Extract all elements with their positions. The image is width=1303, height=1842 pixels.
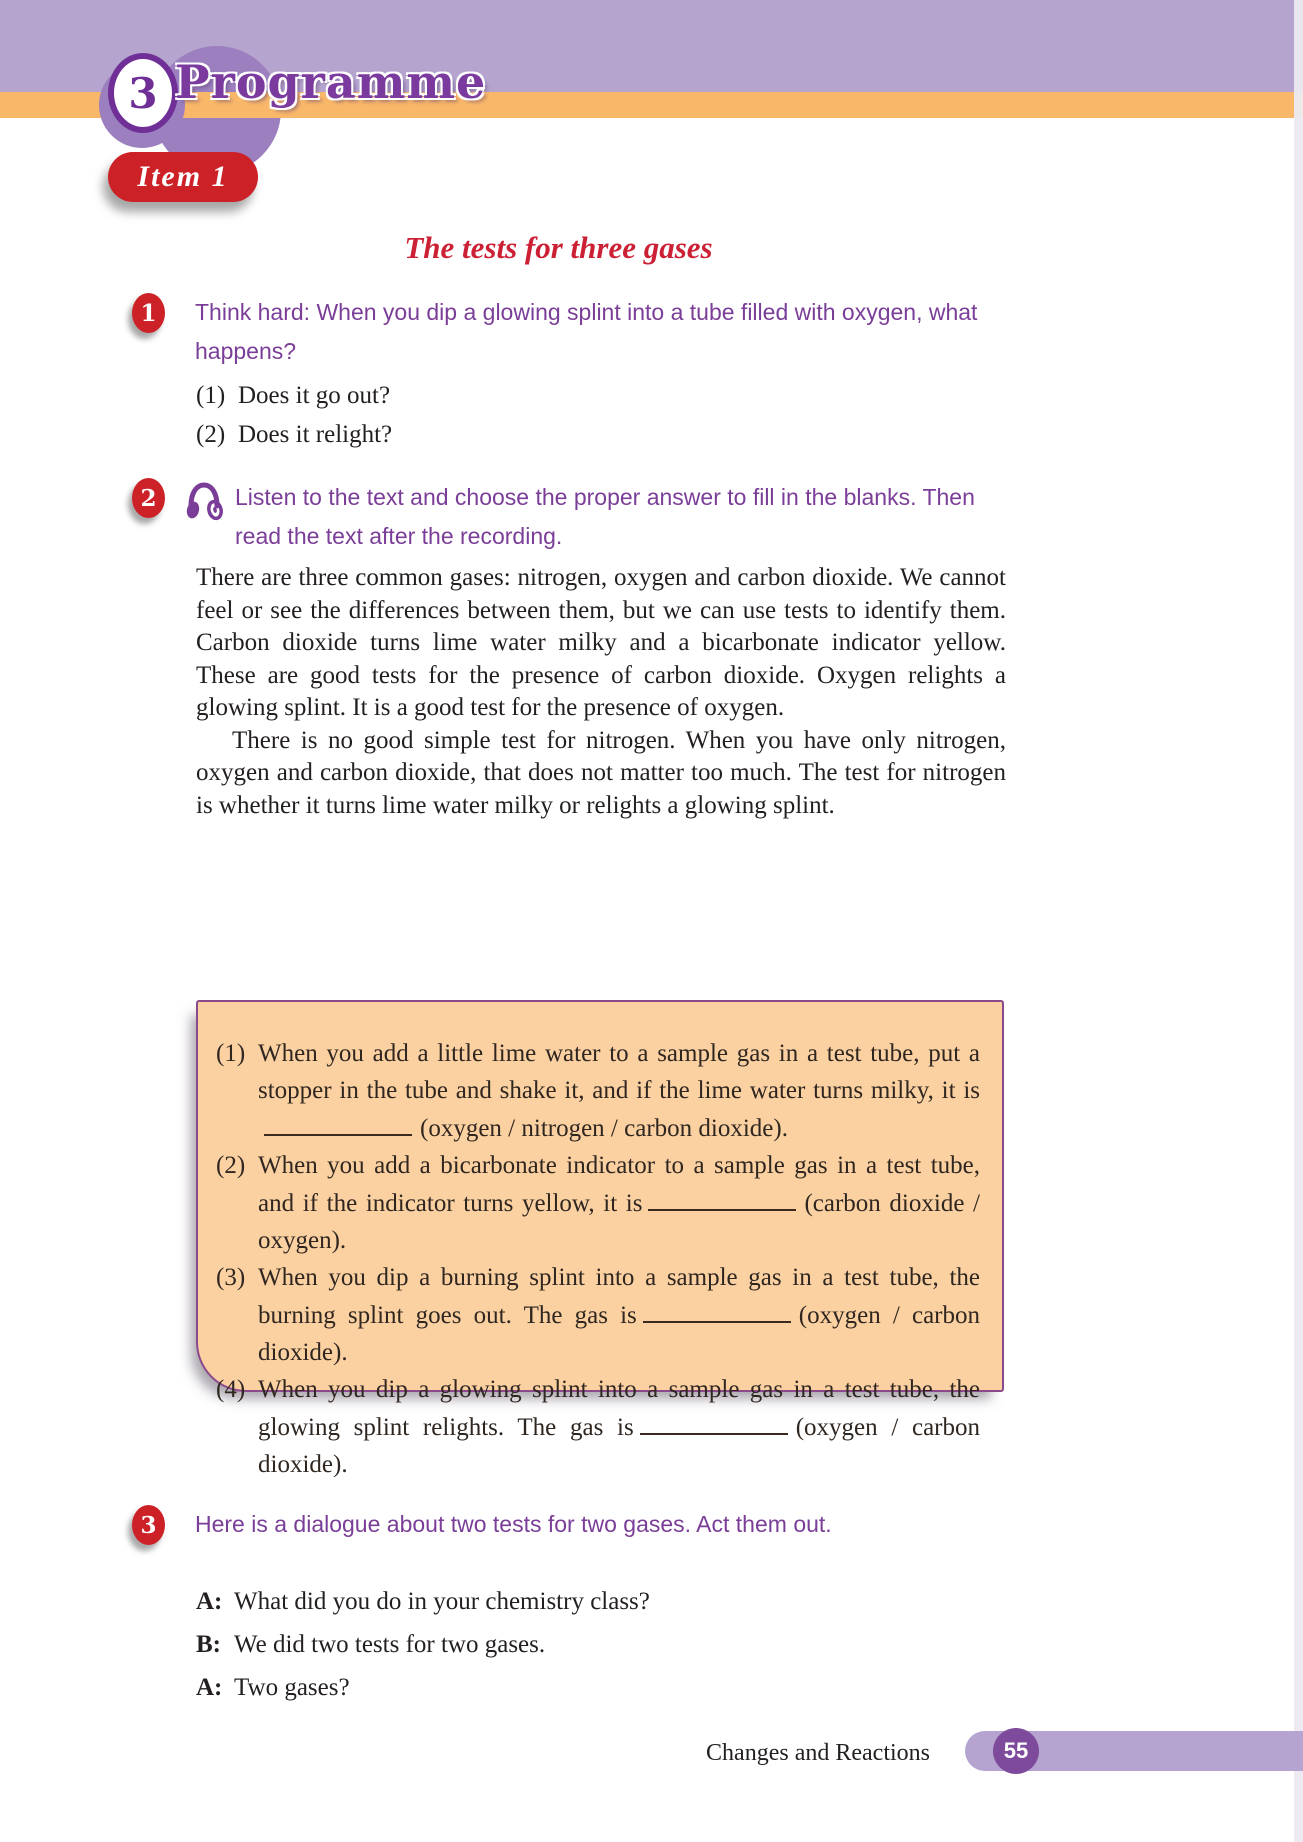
page-title: Programme xyxy=(175,55,487,109)
speaker-label: B: xyxy=(196,1631,221,1658)
section-2-number-badge: 2 xyxy=(132,478,165,518)
dialogue-line-3 xyxy=(196,1666,650,1709)
headphones-icon xyxy=(185,480,223,527)
exercise-text-after: (oxygen / nitrogen / carbon dioxide). xyxy=(420,1115,788,1142)
option-number: (2) xyxy=(196,421,226,448)
section-1-options xyxy=(196,376,392,454)
exercise-text-before: When you dip a glowing splint into a sample gas in a test tube, the glowing splint relights. The gas is xyxy=(258,1376,980,1441)
exercise-text xyxy=(258,1371,980,1483)
answer-blank xyxy=(643,1296,791,1323)
unit-number: 3 xyxy=(128,68,158,118)
passage-paragraph-2: There is no good simple test for nitrogen. When you have only nitrogen, oxygen and carbon dioxide, that does not matter too much. The test for nitrogen is whether it turns lime water milky or relights a glowing splint. xyxy=(196,726,1006,819)
exercise-text-after: (oxygen / carbon dioxide). xyxy=(258,1414,980,1478)
section-3 xyxy=(132,1505,1003,1545)
section-2-prompt: Listen to the text and choose the proper answer to fill in the blanks. Then read the text after the recording. xyxy=(235,484,975,549)
fill-in-blanks-box xyxy=(196,1000,1004,1478)
dialogue xyxy=(196,1580,650,1709)
answer-blank xyxy=(264,1109,412,1136)
dialogue-text: Two gases? xyxy=(234,1674,350,1701)
exercise-item-1 xyxy=(216,1035,980,1147)
exercise-text-before: When you add a little lime water to a sample gas in a test tube, put a stopper in the tube and shake it, and if the lime water turns milky, it is xyxy=(258,1040,980,1104)
answer-blank xyxy=(640,1408,788,1435)
exercise-item-4 xyxy=(216,1371,980,1483)
exercise-item-3 xyxy=(216,1259,980,1371)
lesson-title: The tests for three gases xyxy=(404,230,713,265)
section-1-prompt: Think hard: When you dip a glowing splint into a tube filled with oxygen, what happens? xyxy=(195,299,978,364)
dialogue-line-1 xyxy=(196,1580,650,1623)
exercise-number: (3) xyxy=(216,1264,246,1291)
exercise-text-before: When you add a bicarbonate indicator to a sample gas in a test tube, and if the indicator turns yellow, it is xyxy=(258,1152,980,1217)
chapter-title: Changes and Reactions xyxy=(706,1740,930,1766)
speaker-label: A: xyxy=(196,1674,223,1701)
exercise-text xyxy=(258,1259,980,1371)
section-1 xyxy=(132,293,1003,371)
unit-number-badge xyxy=(108,53,178,133)
item-badge-label: Item 1 xyxy=(137,160,229,193)
dialogue-text: We did two tests for two gases. xyxy=(234,1631,546,1658)
exercise-number: (1) xyxy=(216,1040,246,1067)
reading-passage xyxy=(196,562,1006,822)
passage-paragraph-1: There are three common gases: nitrogen, oxygen and carbon dioxide. We cannot feel or see the differences between them, but we can use tests to identify them. Carbon dioxide turns lime water milky and a bicarbonate indicator yellow. These are good tests for the presence of carbon dioxide. Oxygen relights a glowing splint. It is a good test for the presence of oxygen. xyxy=(196,564,1006,721)
exercise-text-after: (oxygen / carbon dioxide). xyxy=(258,1302,980,1366)
exercise-text-after: (carbon dioxide / oxygen). xyxy=(258,1190,981,1254)
exercise-number: (4) xyxy=(216,1376,246,1403)
exercise-text-before: When you dip a burning splint into a sample gas in a test tube, the burning splint goes out. The gas is xyxy=(258,1264,980,1329)
option-text: Does it relight? xyxy=(238,421,393,448)
exercise-text xyxy=(258,1147,980,1259)
page-number-badge xyxy=(993,1728,1039,1774)
section-1-number-badge: 1 xyxy=(132,293,165,333)
exercise-item-2 xyxy=(216,1147,980,1259)
dialogue-text: What did you do in your chemistry class? xyxy=(234,1588,650,1615)
section-3-prompt: Here is a dialogue about two tests for two gases. Act them out. xyxy=(195,1511,832,1537)
page-number: 55 xyxy=(1003,1738,1029,1763)
section-2 xyxy=(132,478,997,556)
exercise-number: (2) xyxy=(216,1152,246,1179)
option-text: Does it go out? xyxy=(238,382,391,409)
item-badge xyxy=(108,152,258,202)
page-edge-strip xyxy=(1294,0,1303,1842)
exercise-text xyxy=(258,1035,980,1147)
list-item xyxy=(196,376,392,415)
option-number: (1) xyxy=(196,382,226,409)
section-3-number-badge: 3 xyxy=(132,1505,165,1545)
speaker-label: A: xyxy=(196,1588,223,1615)
answer-blank xyxy=(648,1184,796,1211)
footer-pill xyxy=(965,1731,1303,1771)
dialogue-line-2 xyxy=(196,1623,650,1666)
list-item xyxy=(196,415,392,454)
